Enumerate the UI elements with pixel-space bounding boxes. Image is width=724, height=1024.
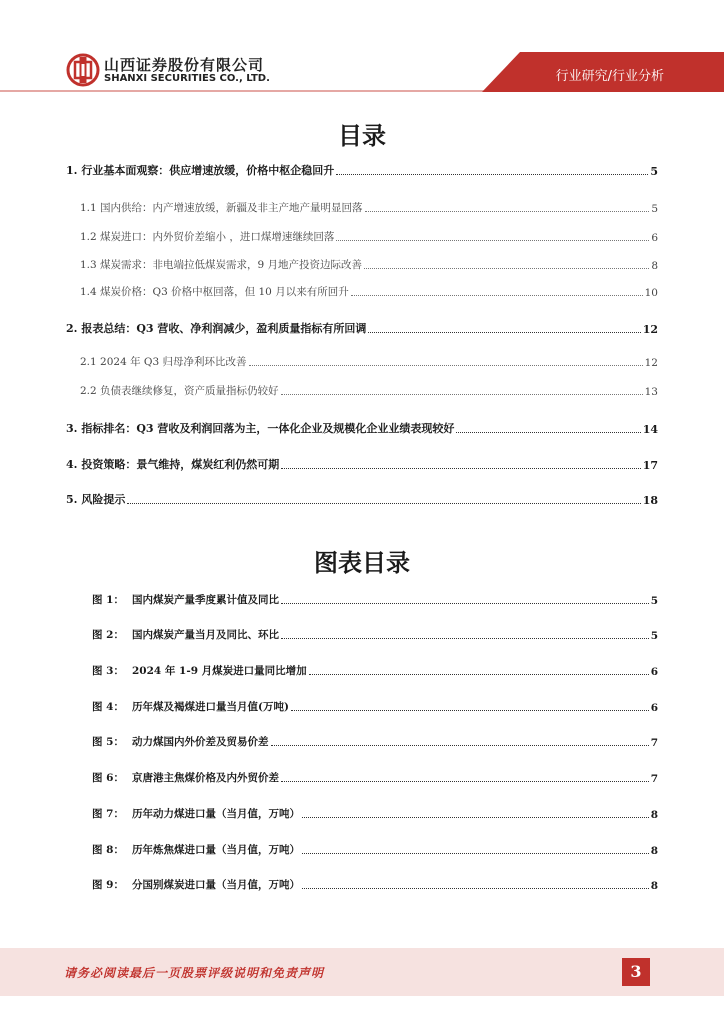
figure-item-text xyxy=(92,663,307,678)
figure-number: 图 2： xyxy=(92,629,124,641)
toc-item-label: 1.2 煤炭进口：内外贸价差缩小 ，进口煤增速继续回落 xyxy=(80,231,335,243)
figure-number: 图 6： xyxy=(92,772,124,784)
figures-title: 图表目录 xyxy=(314,549,410,577)
toc-item-page: 5 xyxy=(651,203,658,215)
figure-label: 历年炼焦煤进口量（当月值，万吨） xyxy=(132,844,300,856)
figure-page: 7 xyxy=(650,737,658,749)
leader-dots xyxy=(281,468,640,469)
figure-item-1[interactable] xyxy=(92,592,658,607)
leader-dots xyxy=(309,674,649,675)
figure-item-text xyxy=(92,806,300,821)
leader-dots xyxy=(302,888,649,889)
company-logo-icon xyxy=(66,53,100,87)
figure-item-text xyxy=(92,734,269,749)
toc-item-1-1[interactable] xyxy=(80,200,658,215)
figure-item-5[interactable] xyxy=(92,734,658,749)
toc-item-1-2[interactable] xyxy=(80,229,658,244)
leader-dots xyxy=(281,638,649,639)
figure-page: 8 xyxy=(650,809,658,821)
figure-label: 国内煤炭产量当月及同比、环比 xyxy=(132,629,279,641)
leader-dots xyxy=(127,503,640,504)
figure-number: 图 5： xyxy=(92,736,124,748)
leader-dots xyxy=(271,745,649,746)
figure-page: 5 xyxy=(650,595,658,607)
figure-label: 历年动力煤进口量（当月值，万吨） xyxy=(132,808,300,820)
toc-item-label: 1.3 煤炭需求：非电端拉低煤炭需求，9 月地产投资边际改善 xyxy=(80,259,363,271)
leader-dots xyxy=(336,174,648,175)
leader-dots xyxy=(368,332,640,333)
figure-number: 图 4： xyxy=(92,701,124,713)
company-name-cn: 山西证券股份有限公司 xyxy=(104,56,265,74)
figure-number: 图 9： xyxy=(92,879,124,891)
leader-dots xyxy=(302,817,649,818)
toc-title: 目录 xyxy=(338,122,386,150)
toc-item-2-2[interactable] xyxy=(80,383,658,398)
disclaimer-text: 请务必阅读最后一页股票评级说明和免责声明 xyxy=(64,966,325,980)
toc-item-label: 1.1 国内供给：内产增速放缓，新疆及非主产地产量明显回落 xyxy=(80,202,363,214)
figure-item-8[interactable] xyxy=(92,842,658,857)
toc-item-5[interactable] xyxy=(66,491,658,507)
figure-item-text xyxy=(92,877,300,892)
figure-item-text xyxy=(92,627,279,642)
toc-item-page: 13 xyxy=(644,386,658,398)
figure-page: 6 xyxy=(650,666,658,678)
figure-item-2[interactable] xyxy=(92,627,658,642)
toc-item-page: 10 xyxy=(644,287,658,299)
toc-item-label: 1.4 煤炭价格：Q3 价格中枢回落，但 10 月以来有所回升 xyxy=(80,286,349,298)
leader-dots xyxy=(281,603,649,604)
toc-item-4[interactable] xyxy=(66,456,658,472)
figure-page: 8 xyxy=(650,845,658,857)
toc-item-page: 12 xyxy=(644,357,658,369)
toc-item-page: 8 xyxy=(651,260,658,272)
figure-page: 7 xyxy=(650,773,658,785)
figure-item-6[interactable] xyxy=(92,770,658,785)
leader-dots xyxy=(364,268,649,269)
figure-item-3[interactable] xyxy=(92,663,658,678)
toc-item-label: 1. 行业基本面观察：供应增速放缓，价格中枢企稳回升 xyxy=(66,164,335,177)
figure-label: 动力煤国内外价差及贸易价差 xyxy=(132,736,269,748)
figure-number: 图 8： xyxy=(92,844,124,856)
toc-item-1-4[interactable] xyxy=(80,284,658,299)
toc-item-label: 2.2 负债表继续修复，资产质量指标仍较好 xyxy=(80,385,279,397)
figure-item-text xyxy=(92,699,289,714)
toc-item-2-1[interactable] xyxy=(80,354,658,369)
toc-item-label: 3. 指标排名：Q3 营收及利润回落为主，一体化企业及规模化企业业绩表现较好 xyxy=(66,422,455,435)
toc-item-1[interactable] xyxy=(66,162,658,178)
toc-item-page: 5 xyxy=(650,165,658,178)
leader-dots xyxy=(336,240,649,241)
figure-label: 京唐港主焦煤价格及内外贸价差 xyxy=(132,772,279,784)
figure-item-text xyxy=(92,592,279,607)
figure-item-7[interactable] xyxy=(92,806,658,821)
figure-number: 图 7： xyxy=(92,808,124,820)
figure-item-9[interactable] xyxy=(92,877,658,892)
section-label: 行业研究/行业分析 xyxy=(555,69,664,84)
figure-page: 5 xyxy=(650,630,658,642)
toc-item-page: 14 xyxy=(642,423,658,436)
toc-item-label: 2. 报表总结：Q3 营收、净利润减少，盈利质量指标有所回调 xyxy=(66,322,367,335)
toc-item-label: 5. 风险提示 xyxy=(66,493,126,506)
figure-number: 图 1： xyxy=(92,594,124,606)
leader-dots xyxy=(365,211,650,212)
toc-item-1-3[interactable] xyxy=(80,257,658,272)
toc-item-label: 4. 投资策略：景气维持，煤炭红利仍然可期 xyxy=(66,458,280,471)
toc-item-page: 17 xyxy=(642,459,658,472)
page-header xyxy=(0,0,724,100)
figure-item-4[interactable] xyxy=(92,699,658,714)
leader-dots xyxy=(281,394,643,395)
figure-label: 2024 年 1-9 月煤炭进口量同比增加 xyxy=(132,665,307,677)
toc-item-page: 6 xyxy=(651,232,658,244)
toc-item-2[interactable] xyxy=(66,320,658,336)
figure-page: 6 xyxy=(650,702,658,714)
toc-item-page: 12 xyxy=(642,323,658,336)
leader-dots xyxy=(302,853,649,854)
figure-label: 分国别煤炭进口量（当月值，万吨） xyxy=(132,879,300,891)
leader-dots xyxy=(281,781,649,782)
toc-item-label: 2.1 2024 年 Q3 归母净利环比改善 xyxy=(80,356,247,368)
figure-item-text xyxy=(92,842,300,857)
toc-item-page: 18 xyxy=(642,494,658,507)
figure-page: 8 xyxy=(650,880,658,892)
page-number: 3 xyxy=(622,958,650,986)
leader-dots xyxy=(291,710,649,711)
figure-label: 历年煤及褐煤进口量当月值(万吨) xyxy=(132,701,289,713)
figure-label: 国内煤炭产量季度累计值及同比 xyxy=(132,594,279,606)
company-name-en: SHANXI SECURITIES CO., LTD. xyxy=(104,73,270,84)
leader-dots xyxy=(249,365,643,366)
leader-dots xyxy=(456,432,640,433)
toc-item-3[interactable] xyxy=(66,420,658,436)
leader-dots xyxy=(351,295,643,296)
figure-item-text xyxy=(92,770,279,785)
figure-number: 图 3： xyxy=(92,665,124,677)
